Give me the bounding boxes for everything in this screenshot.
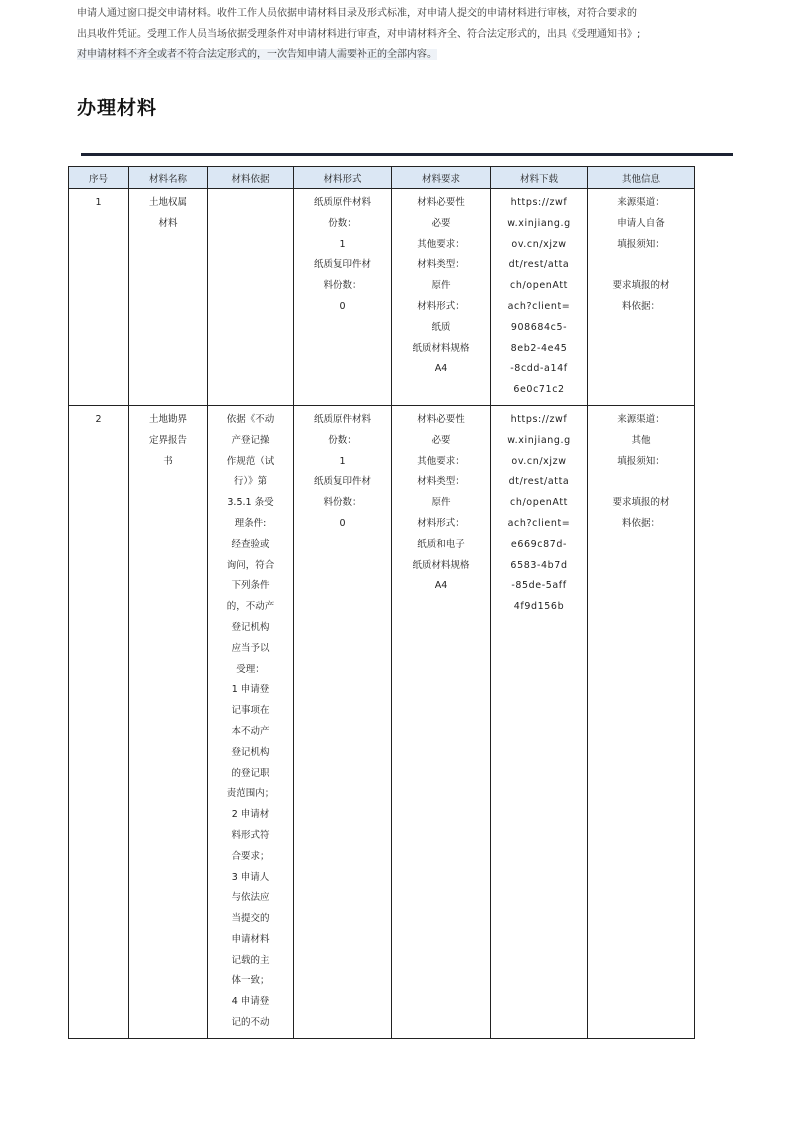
intro-paragraph <box>77 4 697 66</box>
cell-requirement <box>392 405 491 1038</box>
cell-basis-line: 责范围内； <box>226 788 275 800</box>
cell-basis-line: 记载的主 <box>231 954 270 966</box>
cell-download-line: -8cdd-a14f <box>510 363 568 375</box>
header-requirement: 材料要求 <box>392 167 491 189</box>
cell-other-line: 填报须知： <box>617 455 665 467</box>
materials-table <box>68 166 695 1039</box>
cell-requirement-line: 材料必要性 <box>417 197 465 208</box>
cell-requirement-line: 材料形式： <box>417 300 465 312</box>
cell-other-line: 要求填报的材 <box>612 497 670 509</box>
cell-requirement-line: 材料形式： <box>417 517 465 529</box>
cell-download-line: 6e0c71c2 <box>513 384 565 396</box>
cell-download-line: ach?client= <box>507 300 571 312</box>
cell-requirement-line: 纸质和电子 <box>417 538 465 550</box>
cell-basis <box>208 189 294 406</box>
cell-download-line: dt/rest/atta <box>508 259 570 271</box>
cell-basis-line: 下列条件 <box>231 580 270 592</box>
intro-line: 申请人通过窗口提交申请材料。收件工作人员依据申请材料目录及形式标准，对申请人提交的申请材料进行审核，对符合要求的 <box>77 8 637 19</box>
cell-form-line: 份数： <box>328 434 357 446</box>
cell-requirement-line: 材料类型： <box>417 476 465 488</box>
cell-basis-line: 料形式符 <box>231 829 270 841</box>
cell-form <box>294 189 392 406</box>
cell-requirement <box>392 189 491 406</box>
cell-requirement-line: 原件 <box>431 497 451 509</box>
cell-requirement-line: 纸质材料规格 <box>412 342 470 354</box>
section-divider <box>81 153 733 156</box>
cell-form-line: 纸质复印件材 <box>313 259 371 271</box>
cell-other-line: 申请人自备 <box>617 217 665 229</box>
cell-form-line: 纸质原件材料 <box>313 197 371 208</box>
cell-download-line: ov.cn/xjzw <box>511 455 567 467</box>
cell-basis-line: 合要求； <box>231 850 270 862</box>
cell-download-line: 4f9d156b <box>513 601 565 613</box>
cell-download-line: https://zwf <box>510 413 568 425</box>
header-name: 材料名称 <box>129 167 208 189</box>
cell-other-line: 填报须知： <box>617 238 665 250</box>
cell-download-line: https://zwf <box>510 197 568 208</box>
cell-form-line: 纸质原件材料 <box>313 413 371 425</box>
cell-other-line <box>591 255 691 276</box>
header-download: 材料下载 <box>491 167 588 189</box>
cell-form-line: 料份数： <box>323 497 362 509</box>
cell-form-line: 0 <box>339 517 346 529</box>
cell-name <box>129 405 208 1038</box>
header-form: 材料形式 <box>294 167 392 189</box>
cell-basis <box>208 405 294 1038</box>
cell-no-value: 1 <box>95 197 102 208</box>
cell-name-line: 土地权属 <box>148 197 187 208</box>
cell-basis-line: 登记机构 <box>231 746 270 758</box>
cell-download <box>491 405 588 1038</box>
cell-no <box>69 189 129 406</box>
cell-name-line: 土地勘界 <box>148 413 187 425</box>
cell-other <box>588 405 695 1038</box>
cell-basis-line: 记事项在 <box>231 705 270 717</box>
cell-requirement-line: 原件 <box>431 280 451 292</box>
cell-basis-line: 登记机构 <box>231 621 270 633</box>
cell-form-line: 份数： <box>328 217 357 229</box>
cell-requirement-line: A4 <box>434 580 448 592</box>
cell-download-line: 6583-4b7d <box>510 559 568 571</box>
cell-basis-line: 本不动产 <box>231 725 270 737</box>
cell-no <box>69 405 129 1038</box>
cell-basis-line: 的登记职 <box>231 767 270 779</box>
cell-other-line <box>591 472 691 493</box>
cell-download <box>491 189 588 406</box>
cell-download-line: ch/openAtt <box>510 497 568 509</box>
cell-other-line: 要求填报的材 <box>612 280 670 292</box>
cell-download-line: dt/rest/atta <box>508 476 570 488</box>
table-row <box>69 189 695 406</box>
cell-form-line: 料份数： <box>323 280 362 292</box>
cell-basis-line: 4 申请登 <box>231 996 270 1008</box>
cell-form-line: 0 <box>339 300 346 312</box>
intro-line <box>77 45 697 66</box>
cell-requirement-line: 纸质材料规格 <box>412 559 470 571</box>
cell-basis-line: 2 申请材 <box>231 809 270 821</box>
cell-name <box>129 189 208 406</box>
cell-basis-line: 1 申请登 <box>231 684 270 696</box>
intro-line: 出具收件凭证。受理工作人员当场依据受理条件对申请材料进行审查，对申请材料齐全、符合法定形式的，出具《受理通知书》; <box>77 28 641 40</box>
cell-basis-line: 受理： <box>236 663 265 675</box>
cell-basis-line: 申请材料 <box>231 933 270 945</box>
cell-download-line: e669c87d- <box>510 538 568 550</box>
cell-name-line: 定界报告 <box>148 434 187 446</box>
cell-basis-line: 记的不动 <box>231 1017 270 1029</box>
cell-name-line: 书 <box>163 455 173 467</box>
cell-download-line: ov.cn/xjzw <box>511 238 567 250</box>
cell-basis-line: 与依法应 <box>231 892 270 904</box>
cell-basis-line: 3.5.1 条受 <box>227 497 274 509</box>
cell-name-line: 材料 <box>158 217 178 229</box>
cell-form-line: 1 <box>339 455 346 467</box>
cell-basis-line: 体一致； <box>231 975 270 987</box>
cell-basis-line: 作规范（试 <box>226 455 275 467</box>
cell-requirement-line: A4 <box>434 363 448 375</box>
cell-form-line: 纸质复印件材 <box>313 476 371 488</box>
cell-other-line: 料依据： <box>621 517 660 529</box>
cell-basis-line: 应当予以 <box>231 642 270 654</box>
cell-basis-line: 询问，符合 <box>226 559 275 571</box>
cell-requirement-line: 材料类型： <box>417 259 465 271</box>
cell-basis-line: 产登记操 <box>231 434 270 446</box>
header-other: 其他信息 <box>588 167 695 189</box>
cell-requirement-line: 其他要求： <box>417 455 465 467</box>
cell-basis-line: 当提交的 <box>231 913 270 925</box>
cell-other-line: 来源渠道： <box>617 197 665 208</box>
header-no: 序号 <box>69 167 129 189</box>
cell-requirement-line: 必要 <box>431 434 451 446</box>
cell-other-line: 料依据： <box>621 300 660 312</box>
cell-requirement-line: 材料必要性 <box>417 413 465 425</box>
cell-basis-line: 3 申请人 <box>231 871 270 883</box>
cell-basis-line: 理条件: <box>234 517 267 529</box>
section-title: 办理材料 <box>77 97 158 119</box>
cell-requirement-line: 其他要求： <box>417 238 465 250</box>
cell-download-line: 8eb2-4e45 <box>510 342 568 354</box>
cell-basis-line: 依据《不动 <box>226 413 275 425</box>
cell-basis-line: 行）》第 <box>233 476 268 488</box>
header-basis: 材料依据 <box>208 167 294 189</box>
cell-download-line: w.xinjiang.g <box>507 434 571 446</box>
cell-basis-line: 的，不动产 <box>226 601 275 613</box>
cell-download-line: -85de-5aff <box>511 580 567 592</box>
table-row <box>69 405 695 1038</box>
intro-line-highlight: 对申请材料不齐全或者不符合法定形式的，一次告知申请人需要补正的全部内容。 <box>77 49 437 60</box>
cell-requirement-line: 必要 <box>431 217 451 229</box>
cell-download-line: ch/openAtt <box>510 280 568 292</box>
cell-other-line: 来源渠道： <box>617 413 665 425</box>
cell-basis-line: 经查验或 <box>231 538 270 550</box>
cell-download-line: w.xinjiang.g <box>507 217 571 229</box>
cell-download-line: ach?client= <box>507 517 571 529</box>
cell-no-value: 2 <box>95 413 102 425</box>
table-header-row <box>69 167 695 189</box>
cell-other <box>588 189 695 406</box>
cell-requirement-line: 纸质 <box>431 321 451 333</box>
cell-download-line: 908684c5- <box>510 321 568 333</box>
cell-form-line: 1 <box>339 238 346 250</box>
cell-other-line: 其他 <box>631 434 651 446</box>
cell-form <box>294 405 392 1038</box>
